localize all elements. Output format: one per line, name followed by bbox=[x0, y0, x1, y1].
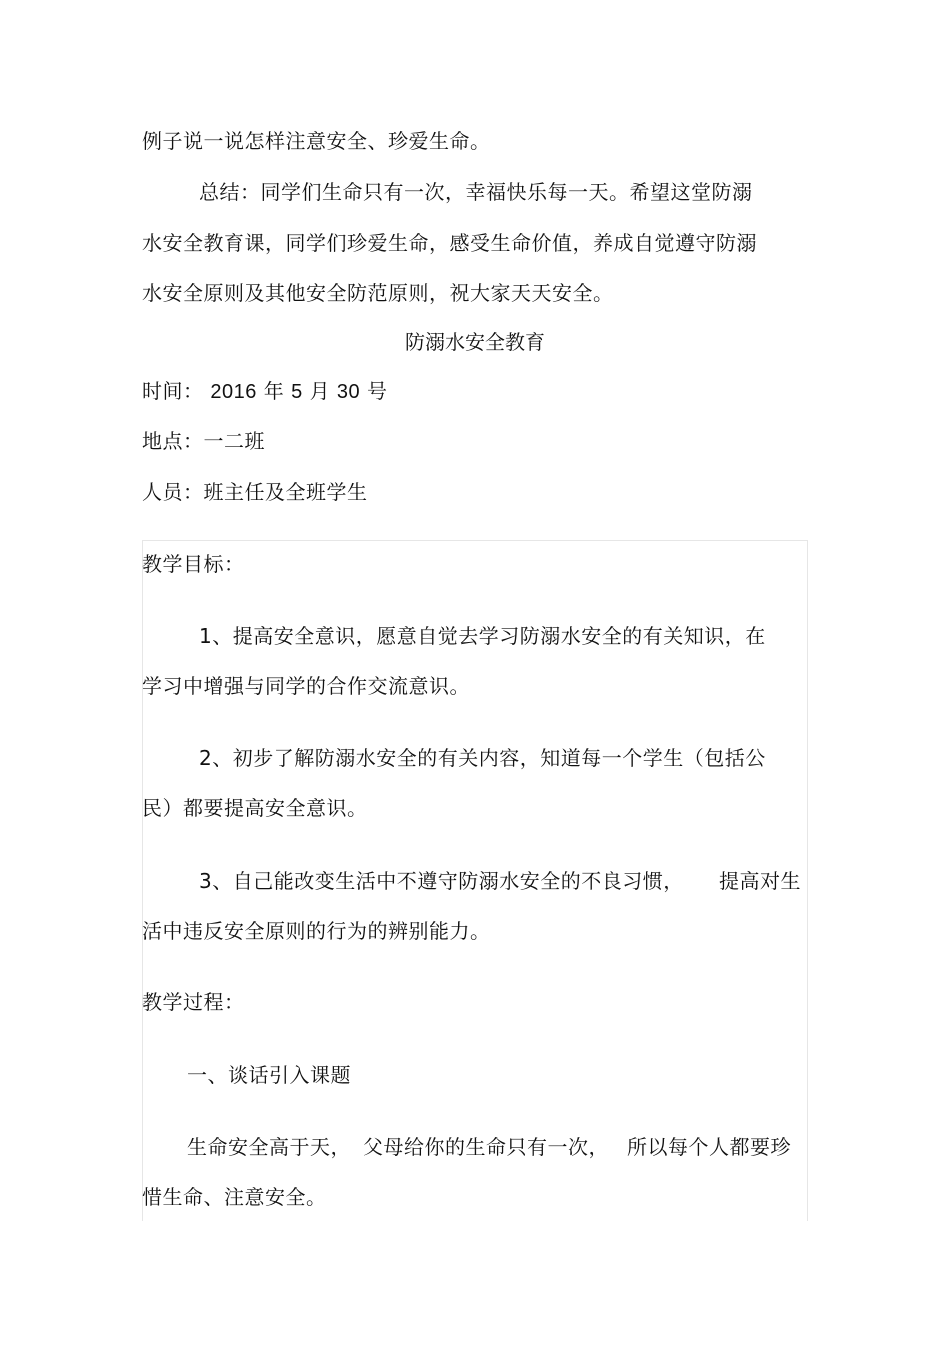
section-1-heading: 一、谈话引入课题 bbox=[187, 1063, 351, 1087]
time-year: 2016 bbox=[210, 381, 257, 403]
summary-line-3: 水安全原则及其他安全防范原则，祝大家天天安全。 bbox=[142, 281, 614, 305]
time-day: 30 bbox=[336, 381, 361, 403]
goal-3-line-1a: 3、自己能改变生活中不遵守防溺水安全的不良习惯， bbox=[199, 869, 684, 893]
meta-time bbox=[142, 378, 388, 405]
goal-2-line-1: 2、初步了解防溺水安全的有关内容，知道每一个学生（包括公 bbox=[199, 746, 766, 770]
summary-line-2: 水安全教育课，同学们珍爱生命，感受生命价值，养成自觉遵守防溺 bbox=[142, 231, 757, 255]
para-1-part-2: 父母给你的生命只有一次， bbox=[363, 1135, 609, 1159]
goal-3-line-2: 活中违反安全原则的行为的辨别能力。 bbox=[142, 919, 491, 943]
para-1-line-2: 惜生命、注意安全。 bbox=[142, 1185, 327, 1209]
process-label: 教学过程： bbox=[142, 990, 245, 1014]
meta-place: 地点：一二班 bbox=[142, 429, 265, 453]
goal-1-line-2: 学习中增强与同学的合作交流意识。 bbox=[142, 674, 470, 698]
goal-1-line-1: 1、提高安全意识，愿意自觉去学习防溺水安全的有关知识，在 bbox=[199, 624, 766, 648]
summary-line-1: 总结：同学们生命只有一次，幸福快乐每一天。希望这堂防溺 bbox=[199, 180, 753, 204]
intro-line: 例子说一说怎样注意安全、珍爱生命。 bbox=[142, 129, 491, 153]
goals-label: 教学目标： bbox=[142, 552, 245, 576]
time-day-unit: 号 bbox=[367, 379, 388, 403]
time-label: 时间： bbox=[142, 379, 204, 403]
para-1-part-3: 所以每个人都要珍 bbox=[627, 1135, 791, 1159]
time-month-unit: 月 bbox=[309, 379, 331, 403]
goal-2-line-2: 民）都要提高安全意识。 bbox=[142, 796, 368, 820]
time-month: 5 bbox=[291, 381, 303, 403]
meta-people: 人员：班主任及全班学生 bbox=[142, 480, 368, 504]
para-1-part-1: 生命安全高于天， bbox=[187, 1135, 351, 1159]
document-title: 防溺水安全教育 bbox=[405, 330, 545, 354]
goal-3-line-1b: 提高对生 bbox=[719, 869, 801, 893]
time-year-unit: 年 bbox=[263, 379, 285, 403]
